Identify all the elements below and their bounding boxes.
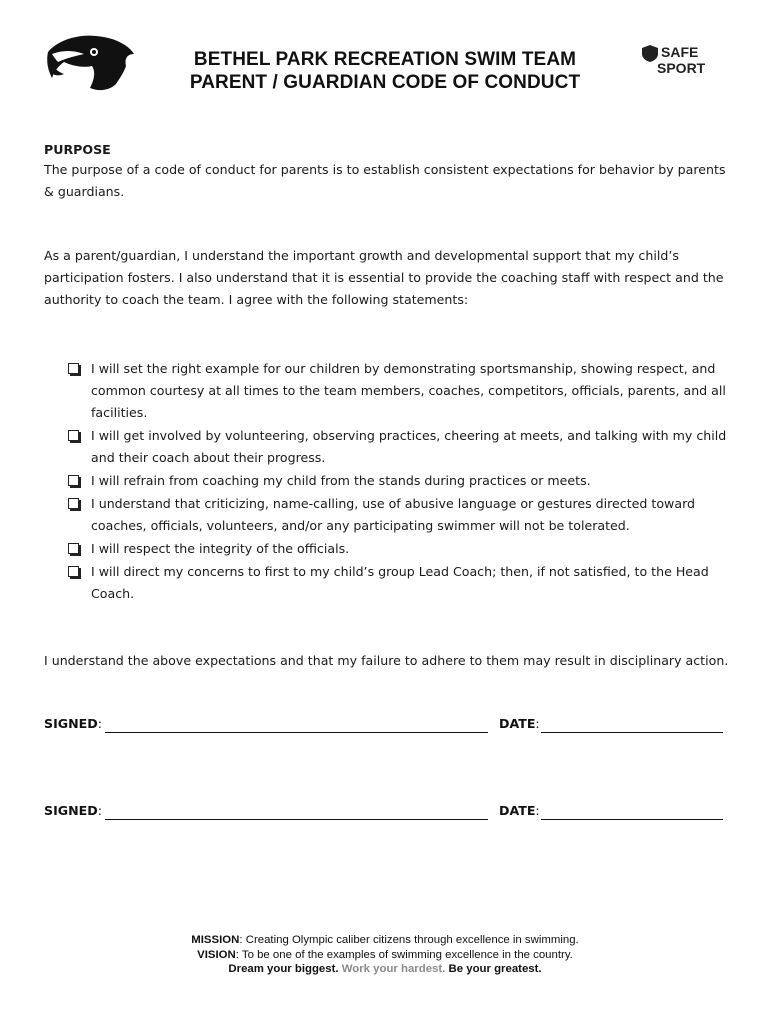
motto-line: Dream your biggest. Work your hardest. Be your greatest. [228,963,542,975]
footer [100,933,670,977]
safesport-line-2: SPORT [657,60,706,76]
mission-line: MISSION: Creating Olympic caliber citizens through excellence in swimming. [191,934,579,946]
statement-text: I understand that criticizing, name-calling, use of abusive language or gestures directed toward coaches, officials, volunteers, and/or any participating swimmer will not be tolerated. [91,496,696,533]
list-item [68,538,728,560]
vision-line: VISION: To be one of the examples of swimming excellence in the country. [197,948,573,961]
signed-label: SIGNED: [44,716,102,731]
statement-text: I will direct my concerns to first to my child’s group Lead Coach; then, if not satisfied, to the Head Coach. [91,564,709,601]
checkbox-icon [68,566,79,577]
list-item [68,470,728,492]
signature-row-2 [44,803,734,825]
signature-line[interactable] [105,732,488,733]
checkbox-icon [68,363,79,374]
safesport-line-1: SAFE [661,44,699,60]
statement-text: I will refrain from coaching my child from the stands during practices or meets. [91,473,591,488]
statement-text: I will get involved by volunteering, observing practices, cheering at meets, and talking with my child and their coach about their progress. [91,428,727,465]
acknowledgement-text: I understand the above expectations and that my failure to adhere to them may result in disciplinary action. [44,653,729,668]
safesport-logo [640,42,712,78]
list-item [68,561,728,605]
hawk-head-icon [44,32,136,92]
purpose-heading: PURPOSE [44,142,111,157]
purpose-text: The purpose of a code of conduct for parents is to establish consistent expectations for behavior by parents & guardians. [44,162,726,199]
title-line-2: PARENT / GUARDIAN CODE OF CONDUCT [189,72,581,93]
date-line[interactable] [541,732,723,733]
statement-text: I will respect the integrity of the officials. [91,541,350,556]
signed-label: SIGNED: [44,803,102,818]
page-title [150,48,620,94]
list-item [68,358,728,424]
checkbox-icon [68,543,79,554]
statement-text: I will set the right example for our children by demonstrating sportsmanship, showing respect, and common courtesy at all times to the team members, coaches, competitors, officials, parents, and all facilities. [91,361,726,420]
list-item [68,493,728,537]
date-line[interactable] [541,819,723,820]
checkbox-icon [68,475,79,486]
intro-paragraph: As a parent/guardian, I understand the important growth and developmental support that my child’s participation fosters. I also understand that it is essential to provide the coaching staff with respect and the authority to coach the team. I agree with the following statements: [44,248,724,307]
checkbox-icon [68,498,79,509]
signature-line[interactable] [105,819,488,820]
statements-list [68,358,728,606]
date-label: DATE: [499,803,540,818]
signature-row-1 [44,716,734,738]
checkbox-icon [68,430,79,441]
date-label: DATE: [499,716,540,731]
list-item [68,425,728,469]
title-line-1: BETHEL PARK RECREATION SWIM TEAM [193,49,577,70]
